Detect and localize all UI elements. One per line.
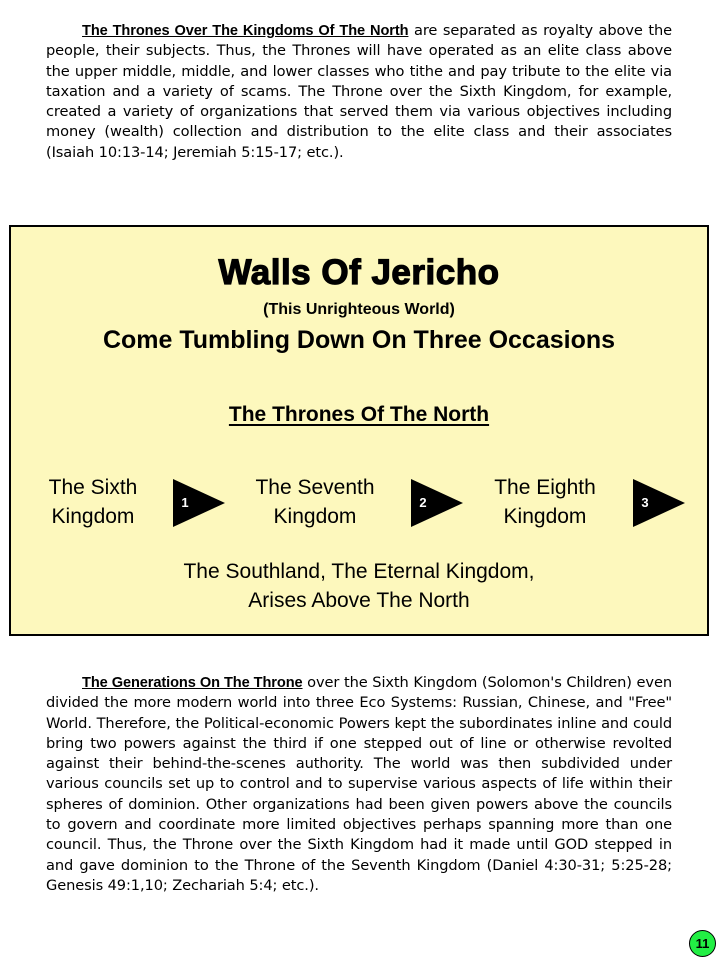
generations-paragraph	[46, 673, 672, 896]
kingdom-seventh	[240, 473, 390, 531]
arrow-number: 3	[641, 495, 649, 510]
paragraph-body: over the Sixth Kingdom (Solomon's Children) even divided the more modern world into three Eco Systems: Russian, Chinese, and "Free" World. Therefore, the Political-economic Powers kept the subordinates inline and could bring two powers against the third if one stepped out of line or otherwise revolted against their behind-the-scenes authority. The world was then subdivided under various councils set up to control and to supervise various aspects of life within their spheres of dominion. Other organizations had been given powers above the councils to govern and coordinate more limited objectives perhaps spanning more than one council. Thus, the Throne over the Sixth Kingdom had it made until GOD stepped in and gave dominion to the Throne of the Seventh Kingdom (Daniel 4:30-31; 5:25-28; Genesis 49:1,10; Zechariah 5:4; etc.).	[46, 674, 672, 894]
kingdom-sixth	[33, 473, 153, 531]
kingdom-label-line1: The Seventh	[255, 476, 375, 499]
panel-footer	[11, 557, 707, 615]
section-heading	[11, 403, 707, 427]
arrow-number: 2	[419, 495, 427, 510]
arrow-number: 1	[181, 495, 189, 510]
arrow-2	[409, 477, 465, 529]
paragraph-body: are separated as royalty above the people, their subjects. Thus, the Thrones will have operated as an elite class above the upper middle, middle, and lower classes who tithe and pay tribute to the elite via taxation and a variety of scams. The Throne over the Sixth Kingdom, for example, created a variety of organizations that served them via various objectives including money (wealth) collection and distribution to the elite class and their associates (Isaiah 10:13-14; Jeremiah 5:15-17; etc.).	[46, 22, 672, 161]
arrow-3	[631, 477, 687, 529]
kingdom-label-line2: Kingdom	[503, 505, 587, 528]
paragraph-lead-heading: The Generations On The Throne	[82, 675, 303, 691]
kingdom-label-line1: The Sixth	[48, 476, 138, 499]
kingdom-eighth	[480, 473, 610, 531]
footer-line1: The Southland, The Eternal Kingdom,	[183, 560, 535, 583]
kingdom-label-line2: Kingdom	[51, 505, 135, 528]
kingdom-label-line2: Kingdom	[273, 505, 357, 528]
panel-heading: Come Tumbling Down On Three Occasions	[102, 326, 616, 354]
intro-paragraph	[46, 21, 672, 163]
footer-line2: Arises Above The North	[248, 589, 470, 612]
arrow-1	[171, 477, 227, 529]
section-heading-text: The Thrones Of The North	[228, 403, 490, 426]
panel-title: Walls Of Jericho	[218, 253, 500, 292]
paragraph-lead-heading: The Thrones Over The Kingdoms Of The North	[82, 23, 409, 39]
page-number-badge: 11	[689, 930, 716, 957]
kingdom-label-line1: The Eighth	[494, 476, 596, 499]
walls-of-jericho-panel	[9, 225, 709, 636]
panel-subtitle: (This Unrighteous World)	[263, 301, 455, 318]
